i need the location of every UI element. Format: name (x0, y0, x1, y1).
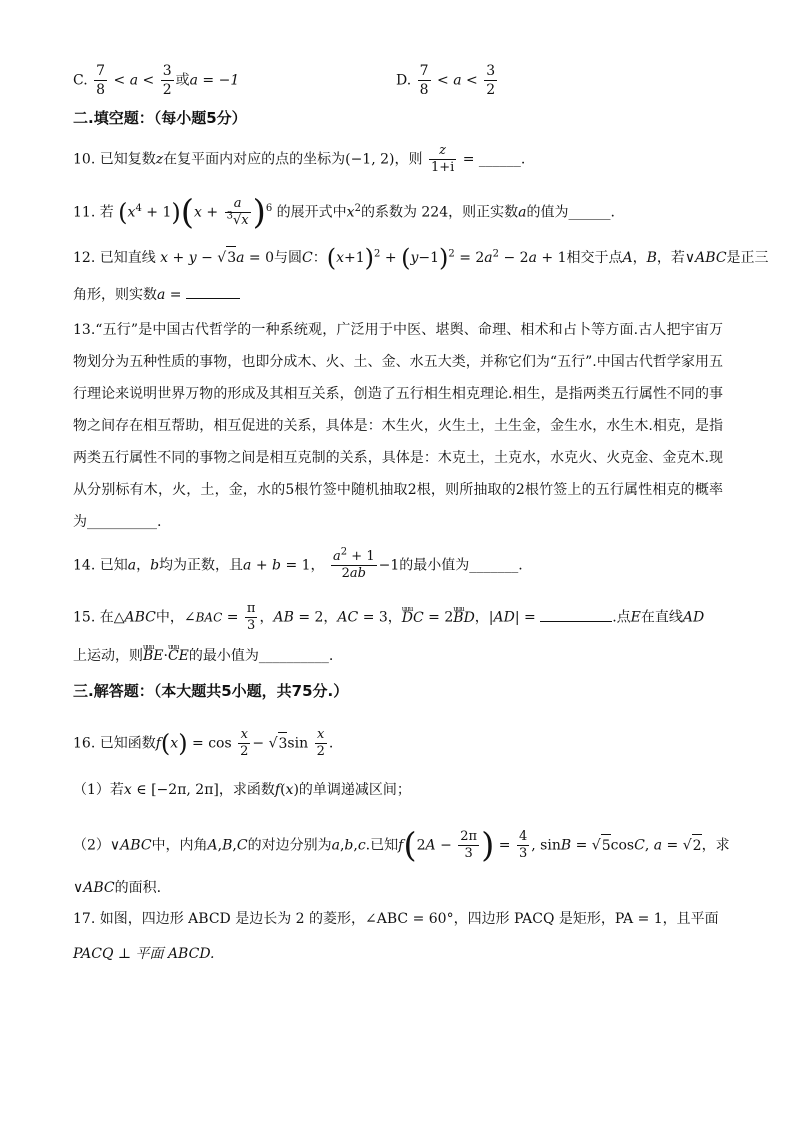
fraction: $\frac{z}{1+i}$ (430, 143, 455, 175)
option-d-label: D. (396, 72, 412, 89)
option-c-label: C. (73, 72, 88, 89)
q14-text: 已知 (99, 557, 128, 574)
q16-text: 中，内角 (151, 837, 208, 854)
question-number: 12. (73, 250, 96, 266)
q16-text: （1）若 (73, 782, 124, 798)
section-heading-answers: 三.解答题：（本大题共5小题，共75分.） (73, 682, 349, 700)
question-15-line-2: 上运动，则uuu BE·uuu CE的最小值为__________. (73, 645, 724, 667)
fraction: $\frac{3}{2}$ (162, 63, 172, 98)
question-16-part-2-line-2: ∨ABC的面积. (73, 880, 162, 896)
fraction: $\frac{\pi}{3}$ (246, 601, 256, 633)
question-15: 15. 在△ABC中，∠BAC = $\frac{\pi}{3}$ ，AB = 2，AC = 3，uuu DC = 2uuu BD，|AD| = .点E在直线AD (73, 601, 724, 634)
section-heading-fill-in: 二.填空题：（每小题5分） (73, 109, 247, 127)
q15-answer-blank: 的最小值为__________. (188, 648, 334, 664)
q12-text: 已知直线 (99, 250, 156, 266)
q11-text: 的系数为 224，则正实数 (360, 204, 519, 221)
question-12-line-2: 角形，则实数a = (73, 284, 724, 306)
q16-text: 的单调递减区间； (298, 782, 411, 798)
q14-answer-blank: 的最小值为_______. (399, 557, 523, 574)
question-11: 11. 若 $(x^4 + 1)(x$ + $\frac{a}{^3√x}$ )$^6$ 的展开式中$x^2$的系数为 224，则正实数a的值为______. (73, 192, 615, 233)
answer-blank[interactable] (186, 284, 240, 299)
q15-text: 在△ (99, 609, 125, 626)
question-16-part-2: （2）∨ABC中，内角A,B,C的对边分别为a,b,c.已知f(2A − $\frac{2\pi}{3}$ ) = $\frac{4}{3}$ , sinB = √5cosC, a = √2，求 (73, 825, 730, 866)
fraction: $\frac{x}{2}$ (316, 727, 325, 759)
fraction: $\frac{x}{2}$ (240, 727, 249, 759)
q16-text: ，求函数 (218, 782, 275, 798)
question-10: 10. 已知复数z在复平面内对应的点的坐标为(−1, 2)，则 $\frac{z}{1+i}$ = ______. (73, 143, 526, 175)
q12-text: ，若 (656, 250, 685, 266)
option-c-or: 或 (175, 72, 190, 89)
question-number: 10. (73, 151, 96, 168)
q11-text: 若 (99, 204, 114, 221)
q16-text: 已知函数 (99, 735, 156, 752)
q11-text: 的展开式中 (276, 204, 347, 221)
q10-point: (−1, 2) (345, 151, 395, 168)
q10-text: ，则 (394, 151, 423, 168)
question-number: 14. (73, 557, 96, 574)
q10-text: 已知复数 (99, 151, 156, 168)
q15-text: 上运动，则 (73, 648, 143, 664)
option-c-extra: a = −1 (189, 72, 240, 89)
q10-answer-blank: = ______. (462, 151, 526, 168)
question-number: 15. (73, 609, 96, 626)
question-16-part-1: （1）若x ∈ [−2π, 2π]，求函数f(x)的单调递减区间； (73, 782, 411, 798)
option-d: D. $\frac{7}{8}$ < a < $\frac{3}{2}$ (396, 63, 496, 98)
fraction: $\frac{a^2 + 1}{2ab}$ (333, 546, 375, 581)
fraction: $\frac{a}{^3√x}$ (226, 196, 249, 228)
fraction: $\frac{2\pi}{3}$ (460, 829, 478, 861)
fraction: $\frac{3}{2}$ (486, 63, 496, 98)
fraction: $\frac{4}{3}$ (519, 829, 528, 861)
fraction: $\frac{7}{8}$ (419, 63, 429, 98)
question-12: 12. 已知直线 x + y − √3a = 0与圆C：$(x+1)^2 + (y-1)^2 = 2a^2 - 2a + 1$相交于点A，B，若∨ABC是正三 (73, 244, 769, 272)
question-13: 13.“五行”是中国古代哲学的一种系统观，广泛用于中医、堪舆、命理、相术和占卜等方面.古人把宇宙万物划分为五种性质的事物，也即分成木、火、土、金、水五大类，并称它们为“五行”.中国古代哲学家用五行理论来说明世界万物的形成及其相互关系，创造了五行相生相克理论.相生，是指两类五行属性不同的事物之间存在相互帮助，相互促进的关系，具体是：木生火，火生土，土生金，金生水，水生木.相克，是指两类五行属性不同的事物之间是相互克制的关系，具体是：木克土，土克水，水克火、火克金、金克木.现从分别标有木，火，土，金，水的5根竹签中随机抽取2根，则所抽取的2根竹签上的五行属性相克的概率为__________. (73, 322, 723, 530)
q12-text: 是正三 (726, 250, 769, 266)
answer-blank[interactable] (540, 607, 612, 622)
q12-text: 相交于点 (566, 250, 623, 266)
q16-text: （2） (73, 837, 110, 854)
q15-text: 在直线 (640, 609, 683, 626)
fraction: $\frac{7}{8}$ (96, 63, 106, 98)
q15-text: 中， (155, 609, 184, 626)
question-number: 16. (73, 735, 96, 752)
q11-answer-blank: 的值为______. (526, 204, 615, 221)
question-14: 14. 已知a，b均为正数，且a + b = 1， $\frac{a^2 + 1}{2ab}$ −1的最小值为_______. (73, 546, 523, 581)
q16-text: 的面积. (114, 880, 162, 896)
q16-text: 的对边分别为 (247, 837, 332, 854)
q10-text: 在复平面内对应的点的坐标为 (163, 151, 346, 168)
question-17: 17. 如图，四边形 ABCD 是边长为 2 的菱形，∠ABC = 60°，四边形 PACQ 是矩形，PA = 1，且平面 (73, 911, 719, 927)
q16-text: ，求 (701, 837, 730, 854)
question-number: 11. (73, 204, 96, 221)
option-c: C. $\frac{7}{8}$ < a < $\frac{3}{2}$ 或a = −1 (73, 63, 240, 98)
question-17-line-2: PACQ ⊥ 平面 ABCD. (73, 946, 215, 962)
q15-text: .点 (612, 609, 631, 626)
q16-text: .已知 (365, 837, 399, 854)
q15-text: ， (474, 609, 489, 626)
q12-text: 与圆 (274, 250, 303, 266)
q14-text: 均为正数，且 (159, 557, 244, 574)
question-16: 16. 已知函数f(x) = cos $\frac{x}{2}$ − √3sin $\frac{x}{2}$ . (73, 727, 334, 759)
q12-text: 角形，则实数 (73, 287, 157, 303)
